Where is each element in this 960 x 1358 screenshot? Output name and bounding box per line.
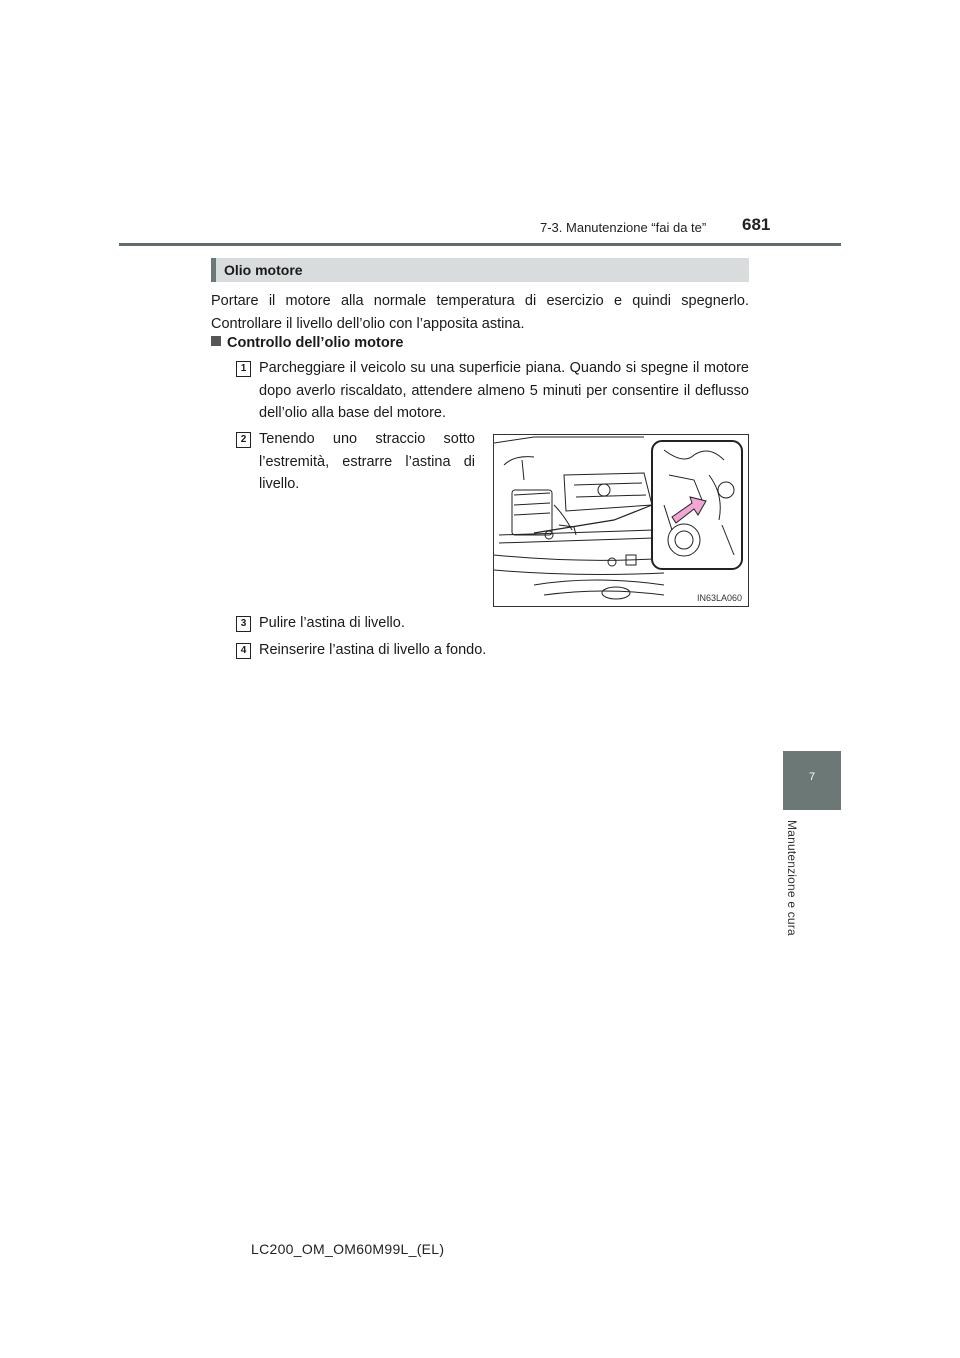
chapter-title: Manutenzione e cura <box>785 820 799 936</box>
subheading <box>211 335 403 351</box>
chapter-tab <box>783 751 841 810</box>
subheading-text: Controllo dell’olio motore <box>227 335 404 351</box>
step-text-1: Parcheggiare il veicolo su una superficie piana. Quando si spegne il motore dopo averlo riscaldato, attendere almeno 5 minuti per consentire il deflusso dell’olio alla base del motore. <box>259 360 749 421</box>
step-text-3: Pulire l’astina di livello. <box>259 615 405 631</box>
running-header-section: 7-3. Manutenzione “fai da te” <box>540 220 707 235</box>
section-heading-bar <box>211 258 749 282</box>
section-heading: Olio motore <box>224 262 303 278</box>
chapter-number: 7 <box>808 771 816 783</box>
engine-bay-drawing <box>494 435 748 606</box>
step-number-4: 4 <box>236 643 251 659</box>
step-text-2: Tenendo uno straccio sotto l’estremità, estrarre l’astina di livello. <box>259 431 475 492</box>
step-number-2: 2 <box>236 432 251 448</box>
document-code: LC200_OM_OM60M99L_(EL) <box>251 1241 445 1257</box>
intro-paragraph: Portare il motore alla normale temperatura di esercizio e quindi spegnerlo. Controllare il livello dell’olio con l’apposita astina. <box>211 293 749 332</box>
square-bullet-icon <box>211 336 221 346</box>
step-number-3: 3 <box>236 616 251 632</box>
figure-code: IN63LA060 <box>696 593 742 603</box>
step-number-1: 1 <box>236 361 251 377</box>
step-text-4: Reinserire l’astina di livello a fondo. <box>259 642 487 658</box>
engine-bay-illustration <box>493 434 749 607</box>
header-divider <box>119 243 841 246</box>
page-number: 681 <box>742 215 771 234</box>
